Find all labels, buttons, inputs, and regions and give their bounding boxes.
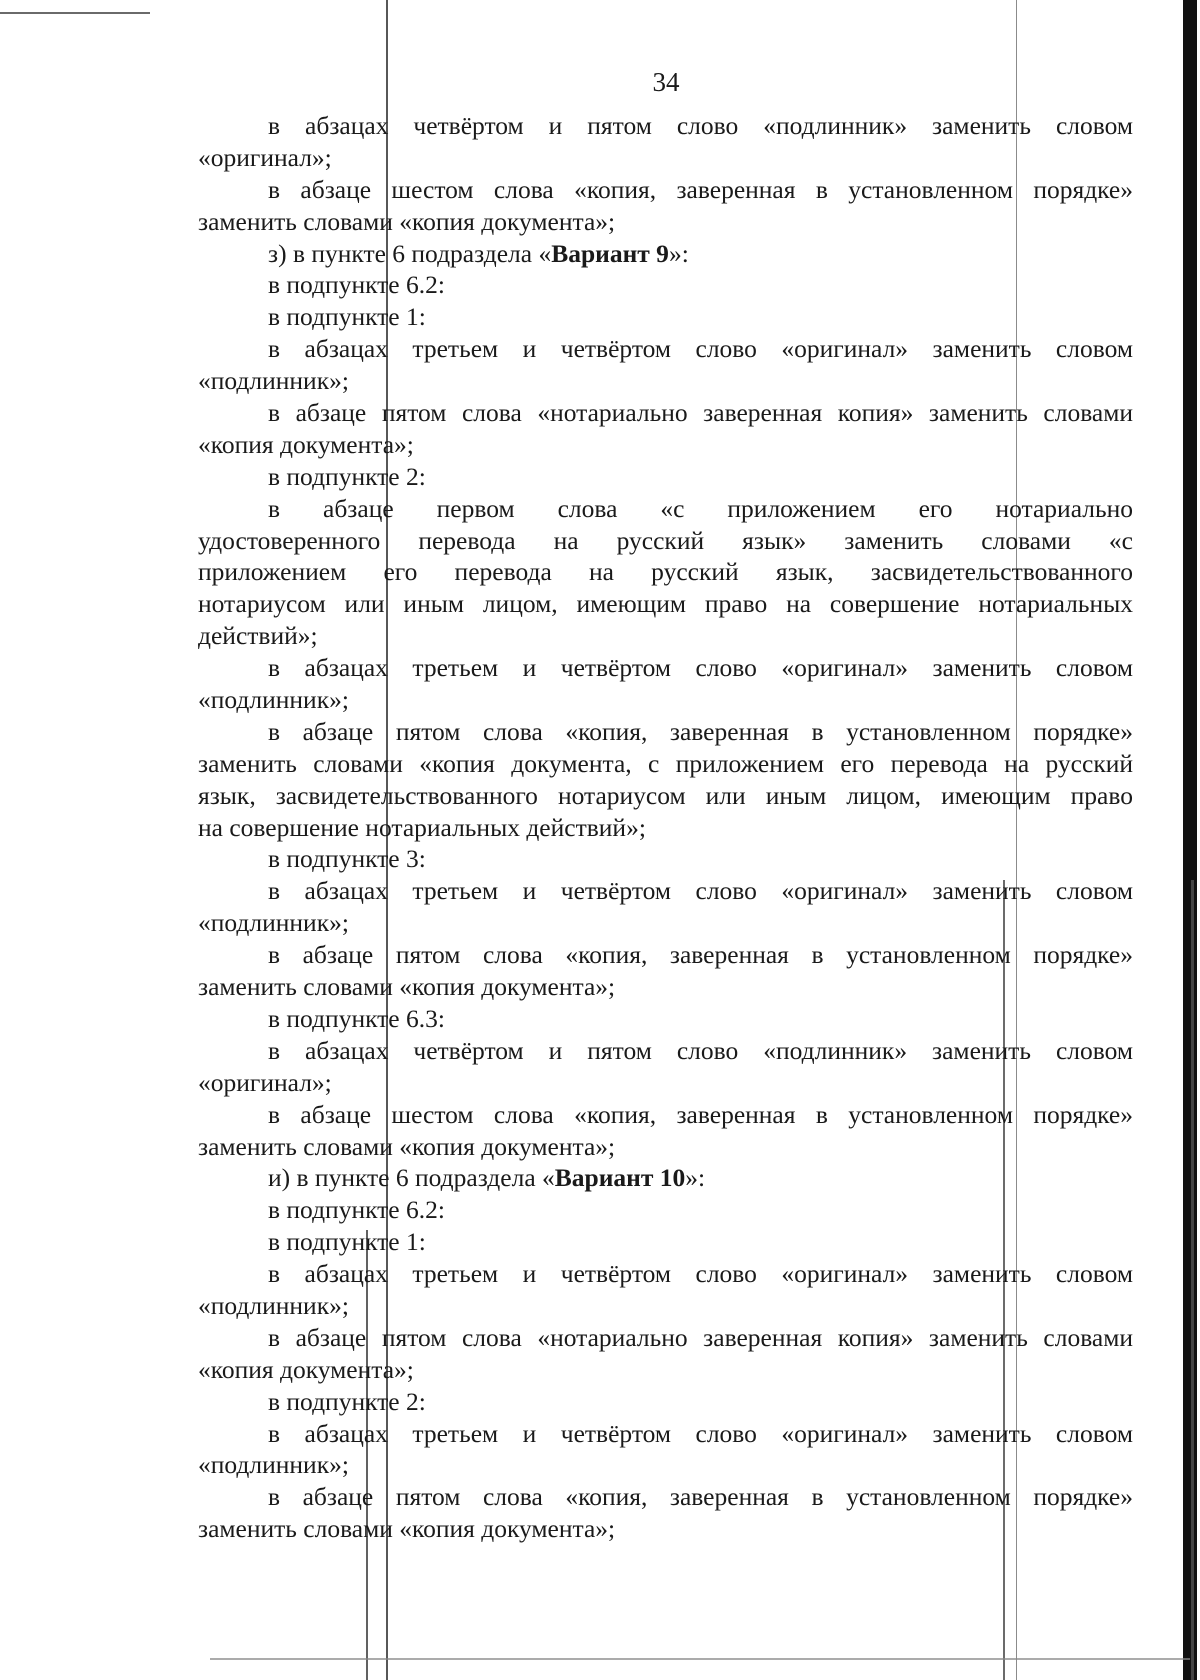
document-line: в абзацах третьем и четвёртом слово «оригинал» заменить словом xyxy=(268,1418,1133,1448)
document-line: «подлинник»; xyxy=(198,908,349,938)
document-line: в абзаце первом слова «с приложением его нотариально xyxy=(268,493,1133,523)
document-body xyxy=(198,110,1133,1545)
variant-heading: Вариант 9 xyxy=(551,238,669,268)
document-line: «подлинник»; xyxy=(198,1450,349,1480)
scan-artifact-bottom-rule xyxy=(210,1658,1190,1660)
document-line: на совершение нотариальных действий»; xyxy=(198,812,646,842)
document-line: в абзаце шестом слова «копия, заверенная в установленном порядке» xyxy=(268,1099,1133,1129)
document-line: в подпункте 6.2: xyxy=(268,270,445,300)
document-line: в подпункте 6.2: xyxy=(268,1195,445,1225)
line-text: »: xyxy=(685,1163,706,1193)
document-line: в абзацах третьем и четвёртом слово «оригинал» заменить словом xyxy=(268,334,1133,364)
document-line: приложением его перевода на русский язык, засвидетельствованного xyxy=(198,557,1133,587)
document-line: заменить словами «копия документа»; xyxy=(198,972,616,1002)
document-line xyxy=(198,238,1133,270)
document-line: в подпункте 1: xyxy=(268,1227,426,1257)
document-line: «копия документа»; xyxy=(198,1354,414,1384)
scan-artifact-right-edge xyxy=(1183,0,1197,1680)
document-line: заменить словами «копия документа»; xyxy=(198,1131,616,1161)
document-line: «оригинал»; xyxy=(198,142,332,172)
document-line: в абзацах третьем и четвёртом слово «оригинал» заменить словом xyxy=(268,1259,1133,1289)
document-line: «подлинник»; xyxy=(198,1290,349,1320)
document-line: заменить словами «копия документа»; xyxy=(198,1514,616,1544)
document-line: «копия документа»; xyxy=(198,429,414,459)
line-text: »: xyxy=(668,238,689,268)
line-text: з) в пункте 6 подраздела « xyxy=(268,238,552,268)
line-text: и) в пункте 6 подраздела « xyxy=(268,1163,555,1193)
document-line: в подпункте 2: xyxy=(268,461,426,491)
document-line: «подлинник»; xyxy=(198,685,349,715)
document-line: в подпункте 2: xyxy=(268,1386,426,1416)
document-line: в абзацах третьем и четвёртом слово «оригинал» заменить словом xyxy=(268,653,1133,683)
scan-artifact-top-rule xyxy=(0,12,150,14)
document-line: в абзаце пятом слова «нотариально заверенная копия» заменить словами xyxy=(268,398,1133,428)
document-line: в подпункте 1: xyxy=(268,302,426,332)
document-line: удостоверенного перевода на русский язык» заменить словами «с xyxy=(198,525,1133,555)
document-line: в абзаце пятом слова «копия, заверенная в установленном порядке» xyxy=(268,940,1133,970)
document-line: в абзацах четвёртом и пятом слово «подлинник» заменить словом xyxy=(268,111,1133,140)
document-line: нотариусом или иным лицом, имеющим право на совершение нотариальных xyxy=(198,589,1133,619)
document-line: в абзацах четвёртом и пятом слово «подлинник» заменить словом xyxy=(268,1035,1133,1065)
document-line: в абзаце шестом слова «копия, заверенная в установленном порядке» xyxy=(268,174,1133,204)
page-number: 34 xyxy=(652,67,680,97)
document-line: действий»; xyxy=(198,621,318,651)
document-line xyxy=(198,1162,1133,1194)
scan-artifact-right-edge-thin xyxy=(1191,880,1194,1680)
document-line: «оригинал»; xyxy=(198,1067,332,1097)
document-line: в абзацах третьем и четвёртом слово «оригинал» заменить словом xyxy=(268,876,1133,906)
document-line: в абзаце пятом слова «копия, заверенная в установленном порядке» xyxy=(268,716,1133,746)
document-line: в абзаце пятом слова «нотариально заверенная копия» заменить словами xyxy=(268,1322,1133,1352)
document-line: заменить словами «копия документа, с приложением его перевода на русский xyxy=(198,748,1133,778)
document-line: в подпункте 6.3: xyxy=(268,1003,445,1033)
document-line: в абзаце пятом слова «копия, заверенная в установленном порядке» xyxy=(268,1482,1133,1512)
document-line: заменить словами «копия документа»; xyxy=(198,206,616,236)
document-line: в подпункте 3: xyxy=(268,844,426,874)
variant-heading: Вариант 10 xyxy=(554,1163,686,1193)
document-line: «подлинник»; xyxy=(198,366,349,396)
document-line: язык, засвидетельствованного нотариусом или иным лицом, имеющим право xyxy=(198,780,1133,810)
